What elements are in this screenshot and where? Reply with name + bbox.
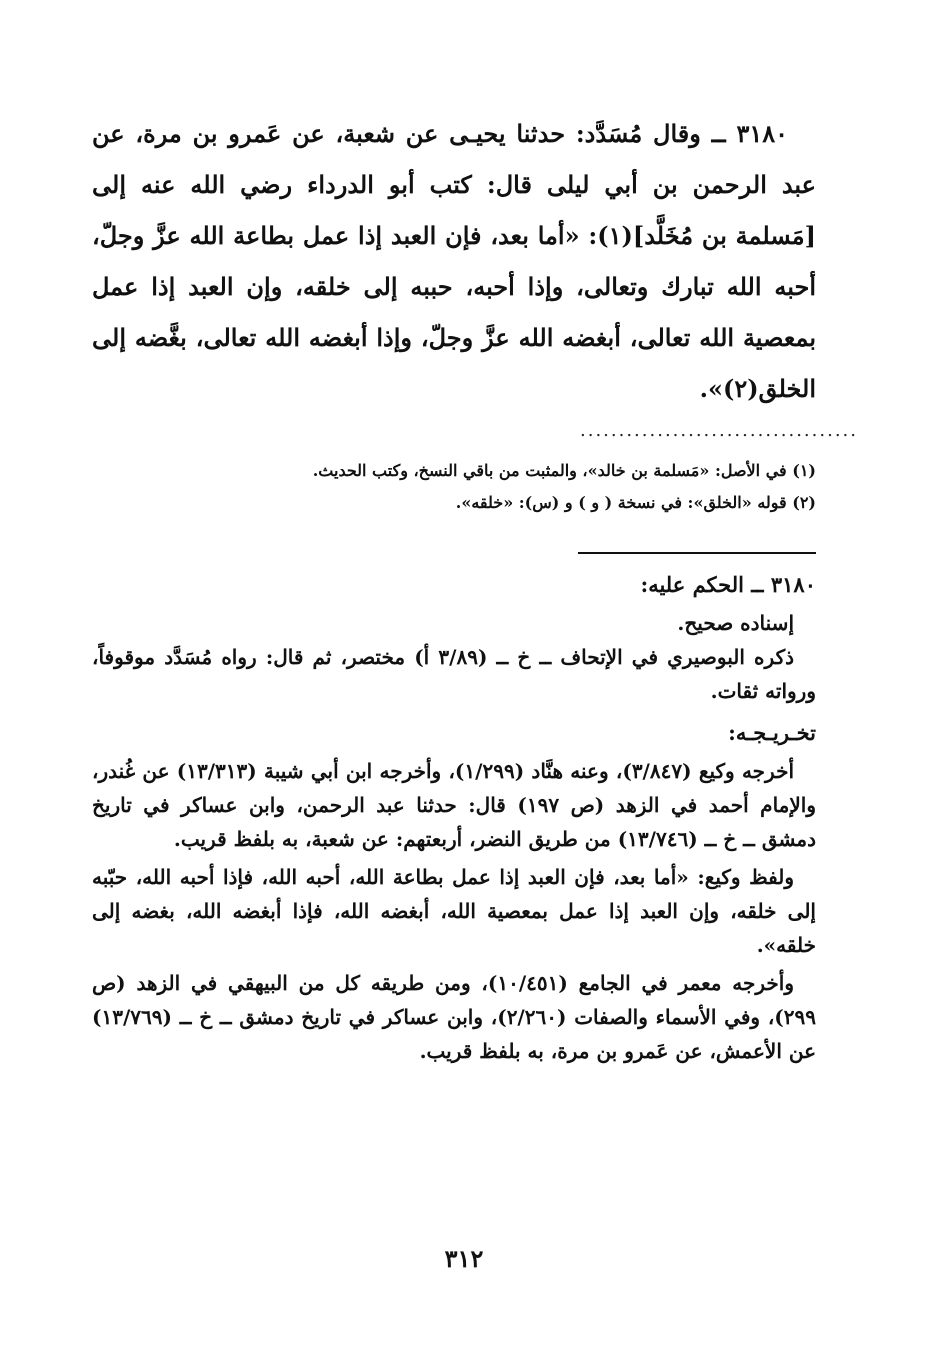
busiri-text: ذكره البوصيري في الإتحاف ــ خ ــ (٣/٨٩ أ) مختصر، ثم قال: رواه مُسَدَّد موقوفاً، ورواته ثقات. [92, 645, 816, 703]
footnote-2: (٢) قوله «الخلق»: في نسخة ( و ) و (س): «خلقه». [455, 493, 816, 512]
commentary-divider [578, 552, 816, 554]
takhrij-paragraph-3: وأخرجه معمر في الجامع (١٠/٤٥١)، ومن طريقه كل من البيهقي في الزهد (ص ٢٩٩)، وفي الأسماء والصفات (٢/٢٦٠)، وابن عساكر في تاريخ دمشق ــ خ ــ (١٣/٧٦٩) عن الأعمش، عن عَمرو بن مرة، به بلفظ قريب. [92, 971, 816, 1063]
footnote-separator: .................................... [580, 420, 858, 441]
footnotes [160, 455, 816, 519]
ruling-text: إسناده صحيح. [677, 611, 794, 635]
takhrij-paragraph-1: أخرجه وكيع (٣/٨٤٧)، وعنه هنَّاد (١/٢٩٩)، وأخرجه ابن أبي شيبة (١٣/٣١٣) عن غُندر، والإمام أحمد في الزهد (ص ١٩٧) قال: حدثنا عبد الرحمن، وابن عساكر في تاريخ دمشق ــ خ ــ (١٣/٧٤٦) من طريق النضر، أربعتهم: عن شعبة، به بلفظ قريب. [92, 759, 816, 851]
takhrij-paragraph-2: ولفظ وكيع: «أما بعد، فإن العبد إذا عمل بطاعة الله، أحبه الله، فإذا أحبه الله، حبّبه إلى خلقه، وإن العبد إذا عمل بمعصية الله، أبغضه الله، فإذا أبغضه الله، بغضه إلى خلقه». [92, 865, 816, 957]
main-text [92, 108, 816, 414]
commentary [92, 568, 816, 1068]
takhrij-heading: تخـريـجـه: [728, 720, 816, 745]
main-paragraph: ٣١٨٠ ــ وقال مُسَدَّد: حدثنا يحيـى عن شعبة، عن عَمرو بن مرة، عن عبد الرحمن بن أبي ليلى قال: كتب أبو الدرداء رضي الله عنه إلى [مَسلمة بن مُخَلَّد](١): «أما بعد، فإن العبد إذا عمل بطاعة الله عزَّ وجلّ، أحبه الله تبارك وتعالى، وإذا أحبه، حببه إلى خلقه، وإن العبد إذا عمل بمعصية الله تعالى، أبغضه الله عزَّ وجلّ، وإذا أبغضه الله تعالى، بغَّضه إلى الخلق(٢)». [92, 119, 816, 403]
footnote-1: (١) في الأصل: «مَسلمة بن خالد»، والمثبت من باقي النسخ، وكتب الحديث. [312, 461, 816, 480]
ruling-heading: ٣١٨٠ ــ الحكم عليه: [640, 572, 816, 597]
page-number: ٣١٢ [444, 1244, 484, 1273]
